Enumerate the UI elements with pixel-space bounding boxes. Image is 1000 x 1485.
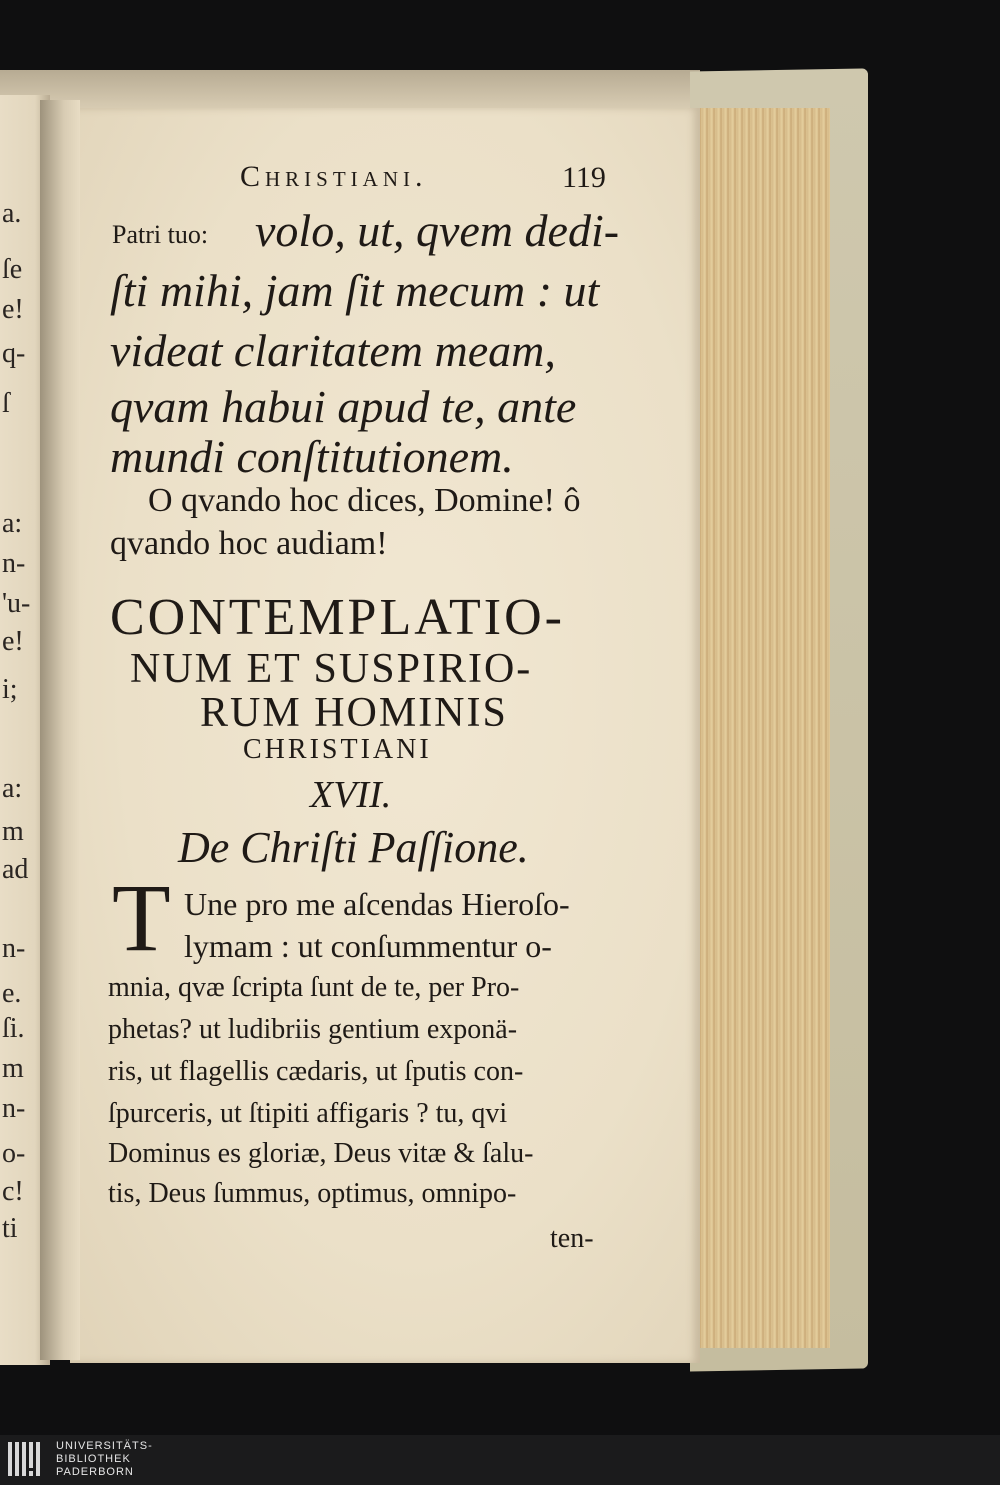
section-heading-line: RUM HOMINIS [200, 690, 508, 736]
running-head: Christiani. [240, 160, 428, 193]
body-line: ris, ut flagellis cædaris, ut ſputis con- [108, 1056, 524, 1087]
section-heading-line: CHRISTIANI [243, 734, 432, 765]
left-fragment: i; [2, 674, 18, 705]
left-fragment: a: [2, 773, 23, 804]
left-fragment: o- [2, 1138, 26, 1169]
left-fragment: ti [2, 1213, 18, 1244]
body-line: phetas? ut ludibriis gentium exponä- [108, 1014, 518, 1045]
verse-line: volo, ut, qvem dedi- [255, 205, 620, 256]
left-fragment: e! [2, 626, 24, 657]
body-line: lymam : ut conſummentur o- [184, 928, 552, 964]
left-fragment: c! [2, 1176, 24, 1207]
drop-cap: T [112, 864, 171, 971]
library-name-line: UNIVERSITÄTS- [56, 1440, 153, 1452]
verse-line: ſti mihi, jam ſit mecum : ut [110, 265, 600, 316]
page-fore-edge [695, 108, 830, 1348]
library-name-line: PADERBORN [56, 1466, 134, 1478]
left-fragment: e! [2, 294, 24, 325]
left-fragment: ſe [2, 254, 23, 285]
left-fragment: ſi. [2, 1013, 25, 1044]
body-line: Dominus es gloriæ, Deus vitæ & ſalu- [108, 1138, 534, 1169]
left-fragment: n- [2, 548, 26, 579]
left-fragment: 'u- [2, 588, 31, 619]
body-line: tis, Deus ſummus, optimus, omnipo- [108, 1178, 517, 1209]
body-line: mnia, qvæ ſcripta ſunt de te, per Pro- [108, 972, 520, 1003]
chapter-number: XVII. [310, 774, 392, 816]
exclamation-line: O qvando hoc dices, Domine! ô [148, 482, 581, 519]
left-fragment: n- [2, 933, 26, 964]
left-fragment: a: [2, 508, 23, 539]
book-gutter [40, 100, 80, 1360]
left-fragment: n- [2, 1093, 26, 1124]
left-fragment: ſ [2, 388, 10, 419]
verse-line: videat claritatem meam, [110, 325, 556, 376]
body-line: ſpurceris, ut ſtipiti affigaris ? tu, qvi [108, 1098, 508, 1129]
left-fragment: q- [2, 338, 26, 369]
chapter-title: De Chriſti Paſſione. [178, 823, 529, 872]
library-logo-icon [8, 1440, 48, 1478]
catchword: ten- [550, 1223, 594, 1254]
page-number: 119 [562, 161, 606, 194]
page-top-edge [0, 70, 700, 110]
left-fragment: a. [2, 198, 22, 229]
verse-line: mundi conſtitutionem. [110, 431, 514, 482]
left-fragment: m [2, 816, 24, 847]
verse-prefix: Patri tuo: [112, 220, 209, 249]
body-line: Une pro me aſcendas Hieroſo- [184, 886, 570, 922]
verse-line: qvam habui apud te, ante [110, 381, 577, 432]
left-fragment: m [2, 1053, 24, 1084]
section-heading-line: NUM ET SUSPIRIO- [130, 646, 533, 692]
left-fragment: ad [2, 854, 29, 885]
left-fragment: e. [2, 978, 22, 1009]
section-heading-line: CONTEMPLATIO- [110, 589, 565, 646]
library-name-line: BIBLIOTHEK [56, 1453, 131, 1465]
exclamation-line: qvando hoc audiam! [110, 525, 388, 562]
